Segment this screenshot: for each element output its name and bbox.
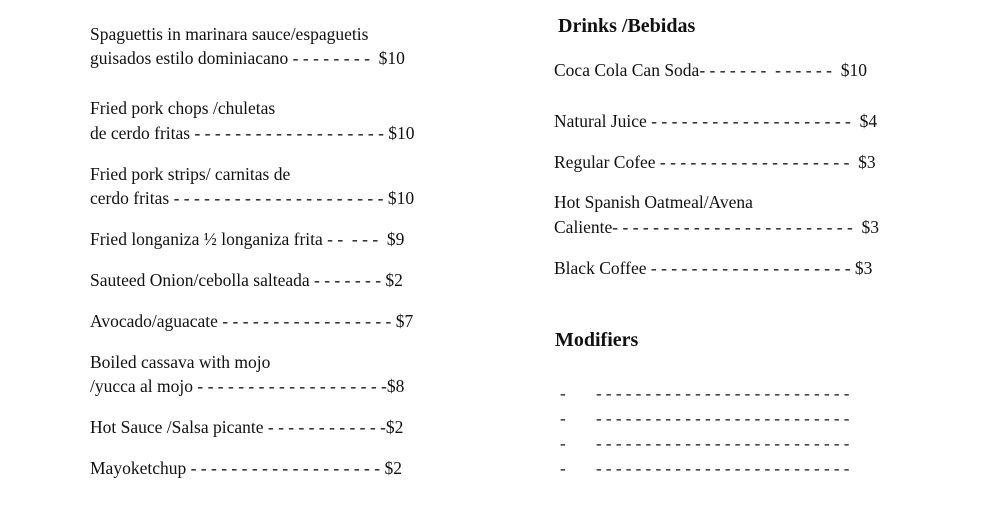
modifier-blank-line: - - - - - - - - - - - - - - - - - - - - - - - - - -	[596, 409, 850, 428]
drink-item-black-coffee: Black Coffee - - - - - - - - - - - - - - - - - - - - $3	[554, 258, 873, 278]
modifier-bullet: -	[560, 459, 566, 478]
drink-item-regular-coffee: Regular Cofee - - - - - - - - - - - - - - - - - - - $3	[554, 152, 876, 172]
modifiers-heading: Modifiers	[555, 329, 639, 351]
modifier-blank-line: - - - - - - - - - - - - - - - - - - - - - - - - - -	[596, 434, 850, 453]
food-item-sauteed-onion: Sauteed Onion/cebolla salteada - - - - - - - $2	[90, 270, 403, 290]
food-item-pork-chops-line2: de cerdo fritas - - - - - - - - - - - - - - - - - - - $10	[90, 123, 415, 143]
drink-item-oatmeal-line1: Hot Spanish Oatmeal/Avena	[554, 192, 753, 212]
food-item-spaghetti-line2: guisados estilo dominiacano - - - - - - - - $10	[90, 48, 405, 68]
drinks-heading: Drinks /Bebidas	[558, 15, 696, 37]
drink-item-natural-juice: Natural Juice - - - - - - - - - - - - - - - - - - - - $4	[554, 111, 878, 131]
food-item-longaniza: Fried longaniza ½ longaniza frita - - - - - $9	[90, 229, 405, 249]
modifier-blank-line: - - - - - - - - - - - - - - - - - - - - - - - - - -	[596, 459, 850, 478]
food-item-pork-strips-line1: Fried pork strips/ carnitas de	[90, 164, 291, 184]
food-item-mayoketchup: Mayoketchup - - - - - - - - - - - - - - - - - - - $2	[90, 458, 402, 478]
food-item-hot-sauce: Hot Sauce /Salsa picante - - - - - - - - - - - -$2	[90, 417, 404, 437]
modifier-bullet: -	[560, 409, 566, 428]
modifier-bullet: -	[560, 384, 566, 403]
modifier-blank-line: - - - - - - - - - - - - - - - - - - - - - - - - - -	[596, 384, 850, 403]
food-item-avocado: Avocado/aguacate - - - - - - - - - - - - - - - - - $7	[90, 311, 414, 331]
drink-item-coca-cola: Coca Cola Can Soda- - - - - - - - - - - - - $10	[554, 60, 867, 80]
food-item-pork-strips-line2: cerdo fritas - - - - - - - - - - - - - - - - - - - - - $10	[90, 188, 415, 208]
food-item-cassava-line1: Boiled cassava with mojo	[90, 352, 271, 372]
food-item-pork-chops-line1: Fried pork chops /chuletas	[90, 98, 276, 118]
modifier-bullet: -	[560, 434, 566, 453]
drink-item-oatmeal-line2: Caliente- - - - - - - - - - - - - - - - - - - - - - - - $3	[554, 217, 880, 237]
food-item-spaghetti-line1: Spaguettis in marinara sauce/espaguetis	[90, 24, 369, 44]
food-item-cassava-line2: /yucca al mojo - - - - - - - - - - - - - - - - - - -$8	[90, 376, 405, 396]
